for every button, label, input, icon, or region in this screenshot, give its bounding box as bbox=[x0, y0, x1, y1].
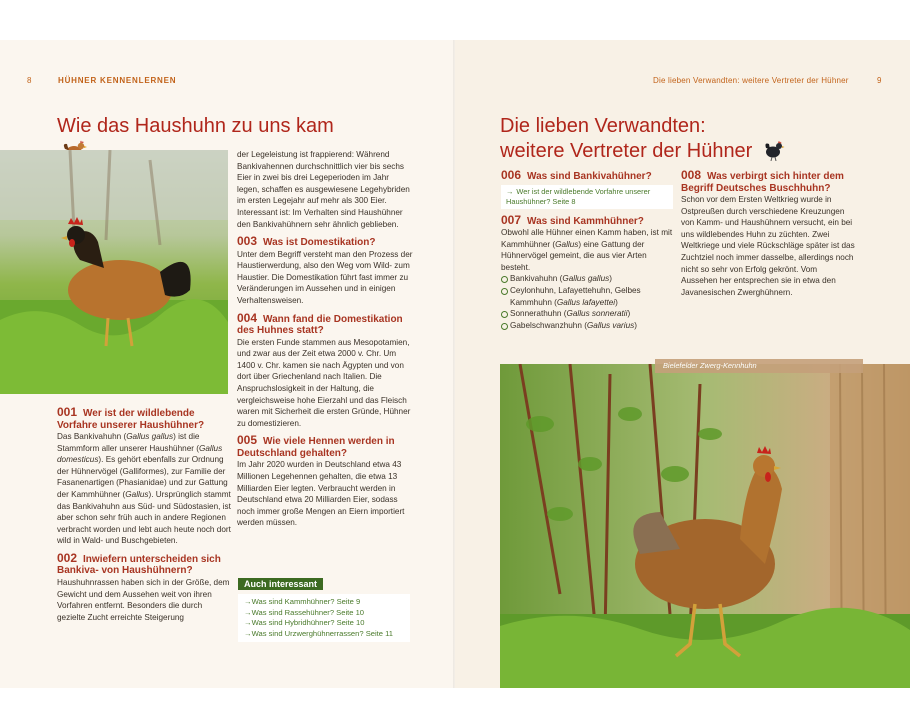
question-number: 005 bbox=[237, 433, 258, 448]
link-text: Was sind Kammhühner? Seite 9 bbox=[251, 597, 361, 606]
latin-name: Gallus lafayettei bbox=[556, 297, 616, 307]
hen-illustration bbox=[500, 364, 910, 688]
answer-text: ) ist die Stammform aller unserer Haushühner ( bbox=[57, 432, 200, 453]
list-item bbox=[501, 320, 673, 332]
photo-caption: Bielefelder Zwerg-Kennhuhn bbox=[655, 359, 863, 373]
question-number: 002 bbox=[57, 550, 78, 565]
right-page bbox=[455, 40, 910, 688]
question-number: 006 bbox=[501, 168, 522, 182]
book-spread bbox=[0, 40, 910, 688]
arrow-right-icon: → bbox=[506, 186, 514, 196]
question-answer: Im Jahr 2020 wurden in Deutschland etwa 43 Millionen Legehennen gehalten, die etwa 13 Milliarden Eier legten. Verbraucht werden in Deutschland etwa 20 Milliarden Eier, sodass noch immer große Mengen an Eiern importiert werden müssen. bbox=[237, 460, 405, 528]
auch-interessant-heading: Auch interessant bbox=[238, 578, 323, 590]
column-left-2 bbox=[237, 149, 413, 535]
hen-photo bbox=[500, 364, 910, 688]
rooster-illustration bbox=[0, 150, 228, 394]
question-008 bbox=[681, 170, 855, 298]
cross-reference-list bbox=[238, 594, 410, 642]
answer-text: ). Ursprünglich stammt das Bankivahuhn aus Süd- und Südostasien, ist aber schon sehr früh auch in andere Regionen verbracht worden und lebt auch heute noch dort wild in Wald- und Buschgebieten. bbox=[57, 489, 231, 546]
question-number: 003 bbox=[237, 234, 258, 249]
answer-text: Obwohl alle Hühner einen Kamm haben, ist mit Kammhühner ( bbox=[501, 228, 673, 249]
list-item bbox=[501, 308, 673, 320]
question-answer: Die ersten Funde stammen aus Mesopotamien, und zwar aus der Zeit etwa 2000 v. Chr. Um 1400 v. Chr. kamen sie nach Ägypten und von dort über Griechenland nach Italien. Die Anspruchslosigkeit in der Haltung, die vergleichsweise hohe Eierzahl und das Fleisch waren mit Sicherheit die ersten Gründe, Hühner zu domestizieren. bbox=[237, 337, 411, 428]
answer-text: der Legeleistung ist frappierend: Während Bankivahennen durchschnittlich vier bis sechs Eier in zwei bis drei Legeperioden im Jahr legen, schaffen es ausgewiesene Legehybriden im ersten Legejahr auf mehr als 300 Eier. Interessant ist: Im Verhalten sind Haushühner den Bankivahühnern sehr ähnlich geblieben. bbox=[237, 150, 410, 229]
question-title: Was sind Bankivahühner? bbox=[527, 171, 652, 182]
title-text: weitere Vertreter der Hühner bbox=[500, 140, 753, 162]
question-006 bbox=[501, 170, 673, 209]
column-right-1 bbox=[501, 170, 673, 337]
latin-name: Gallus varius bbox=[586, 320, 635, 330]
cross-reference-link[interactable] bbox=[244, 597, 404, 608]
question-title: Wer ist der wildlebende Vorfahre unserer Haushühner? bbox=[57, 408, 205, 431]
continued-text bbox=[237, 149, 413, 230]
latin-name: Gallus gallus bbox=[126, 432, 174, 441]
question-001 bbox=[57, 407, 231, 547]
question-title: Wann fand die Domestikation des Huhnes statt? bbox=[237, 313, 403, 337]
rooster-photo bbox=[0, 150, 228, 394]
list-item bbox=[501, 285, 673, 308]
arrow-right-icon: → bbox=[244, 607, 252, 617]
question-007 bbox=[501, 212, 673, 332]
bracket: ) bbox=[615, 297, 618, 307]
question-title: Was ist Domestikation? bbox=[263, 237, 376, 249]
arrow-right-icon: → bbox=[244, 618, 252, 628]
cross-reference-link[interactable] bbox=[244, 618, 404, 629]
link-text: Wer ist der wildlebende Vorfahre unserer Haushühner? Seite 8 bbox=[506, 186, 651, 206]
question-title: Inwiefern unterscheiden sich Bankiva- von Haushühnern? bbox=[57, 553, 221, 577]
bracket: ) bbox=[634, 320, 637, 330]
auch-interessant-box bbox=[238, 574, 410, 642]
question-answer: Haushuhnrassen haben sich in der Größe, dem Gewicht und dem Aussehen weit von ihren Vorfahren entfernt. Besonders die durch gezielte Zucht erreichte Steigerung bbox=[57, 577, 230, 622]
latin-name: Gallus domesticus bbox=[57, 443, 223, 465]
left-page bbox=[0, 40, 455, 688]
cross-reference-link[interactable] bbox=[501, 185, 673, 209]
question-answer: Schon vor dem Ersten Weltkrieg wurde in Ostpreußen durch verschiedene Kreuzungen von Kamm- und Haushühnern versucht, ein bei uns wildlebendes Huhn zu züchten. Zwei Weltkriege und viele Rückschläge später ist das Zuchtziel noch immer dasselbe, allerdings noch nicht so sehr von Erfolg gekrönt. Vom Aussehen her entsprechen sie in etwa den Javanesischen Zwerghühnern. bbox=[681, 195, 855, 297]
question-002 bbox=[57, 550, 231, 623]
black-hen-icon bbox=[763, 139, 785, 161]
arrow-right-icon: → bbox=[244, 597, 252, 606]
question-title: Wie viele Hennen werden in Deutschland gehalten? bbox=[237, 436, 395, 459]
bracket: ) bbox=[627, 309, 631, 319]
question-answer bbox=[501, 227, 673, 273]
answer-text: ) eine Gattung der Hühnervögel gemeint, die aus vier Arten besteht. bbox=[501, 239, 647, 272]
species-name: Bankivahuhn ( bbox=[510, 274, 563, 284]
latin-name: Gallus sonneratii bbox=[566, 309, 628, 319]
species-name: Ceylonhuhn, Lafayettehuhn, Gelbes Kammhuhn ( bbox=[510, 285, 641, 307]
column-left-1 bbox=[57, 407, 231, 629]
page-title-right bbox=[500, 114, 830, 164]
question-title: Was verbirgt sich hinter dem Begriff Deutsches Buschhuhn? bbox=[681, 171, 844, 194]
page-number-left: 8 bbox=[27, 76, 32, 85]
question-005 bbox=[237, 435, 413, 529]
question-number: 004 bbox=[237, 310, 258, 325]
link-text: Was sind Urzwerghühnerrassen? Seite 11 bbox=[251, 628, 393, 638]
species-name: Gabelschwanzhuhn ( bbox=[510, 320, 587, 330]
cross-reference-link[interactable] bbox=[244, 629, 404, 640]
latin-name: Gallus bbox=[125, 489, 149, 499]
link-text: Was sind Rassehühner? Seite 10 bbox=[251, 607, 365, 617]
running-head-left: HÜHNER KENNENLERNEN bbox=[58, 76, 177, 85]
link-text: Was sind Hybridhühner? Seite 10 bbox=[251, 618, 365, 628]
cross-reference-link[interactable] bbox=[244, 608, 404, 619]
species-name: Sonnerathuhn ( bbox=[510, 309, 567, 319]
running-head-right: Die lieben Verwandten: weitere Vertreter der Hühner bbox=[653, 76, 849, 85]
list-item bbox=[501, 273, 673, 285]
answer-text: Das Bankivahuhn ( bbox=[57, 432, 127, 441]
title-line-2 bbox=[500, 139, 830, 164]
title-line-1: Die lieben Verwandten: bbox=[500, 115, 706, 137]
question-number: 001 bbox=[57, 405, 78, 419]
question-answer bbox=[57, 431, 231, 547]
column-right-2 bbox=[681, 170, 855, 304]
species-list bbox=[501, 273, 673, 331]
question-title: Was sind Kammhühner? bbox=[527, 215, 644, 227]
answer-text: ). Es gehört ebenfalls zur Ordnung der Hühnervögel (Galliformes), zur Familie der Fasanenartigen (Phasianidae) und zur Gattung der Kammhühner ( bbox=[57, 455, 228, 499]
arrow-right-icon: → bbox=[244, 628, 252, 638]
title-text: Wie das Haushuhn zu uns kam bbox=[57, 115, 334, 137]
question-answer: Unter dem Begriff versteht man den Prozess der Haustierwerdung, also den Weg vom Wild- zum Haustier. Die Domestikation führt fast immer zu Veränderungen im Aussehen und in einigen Verhaltensweisen. bbox=[237, 249, 413, 306]
question-number: 007 bbox=[501, 212, 522, 227]
question-004 bbox=[237, 310, 413, 430]
page-number-right: 9 bbox=[877, 76, 882, 85]
latin-name: Gallus bbox=[555, 239, 579, 249]
question-003 bbox=[237, 236, 413, 306]
question-number: 008 bbox=[681, 168, 702, 182]
latin-name: Gallus gallus bbox=[562, 274, 610, 284]
bracket: ) bbox=[609, 274, 612, 284]
